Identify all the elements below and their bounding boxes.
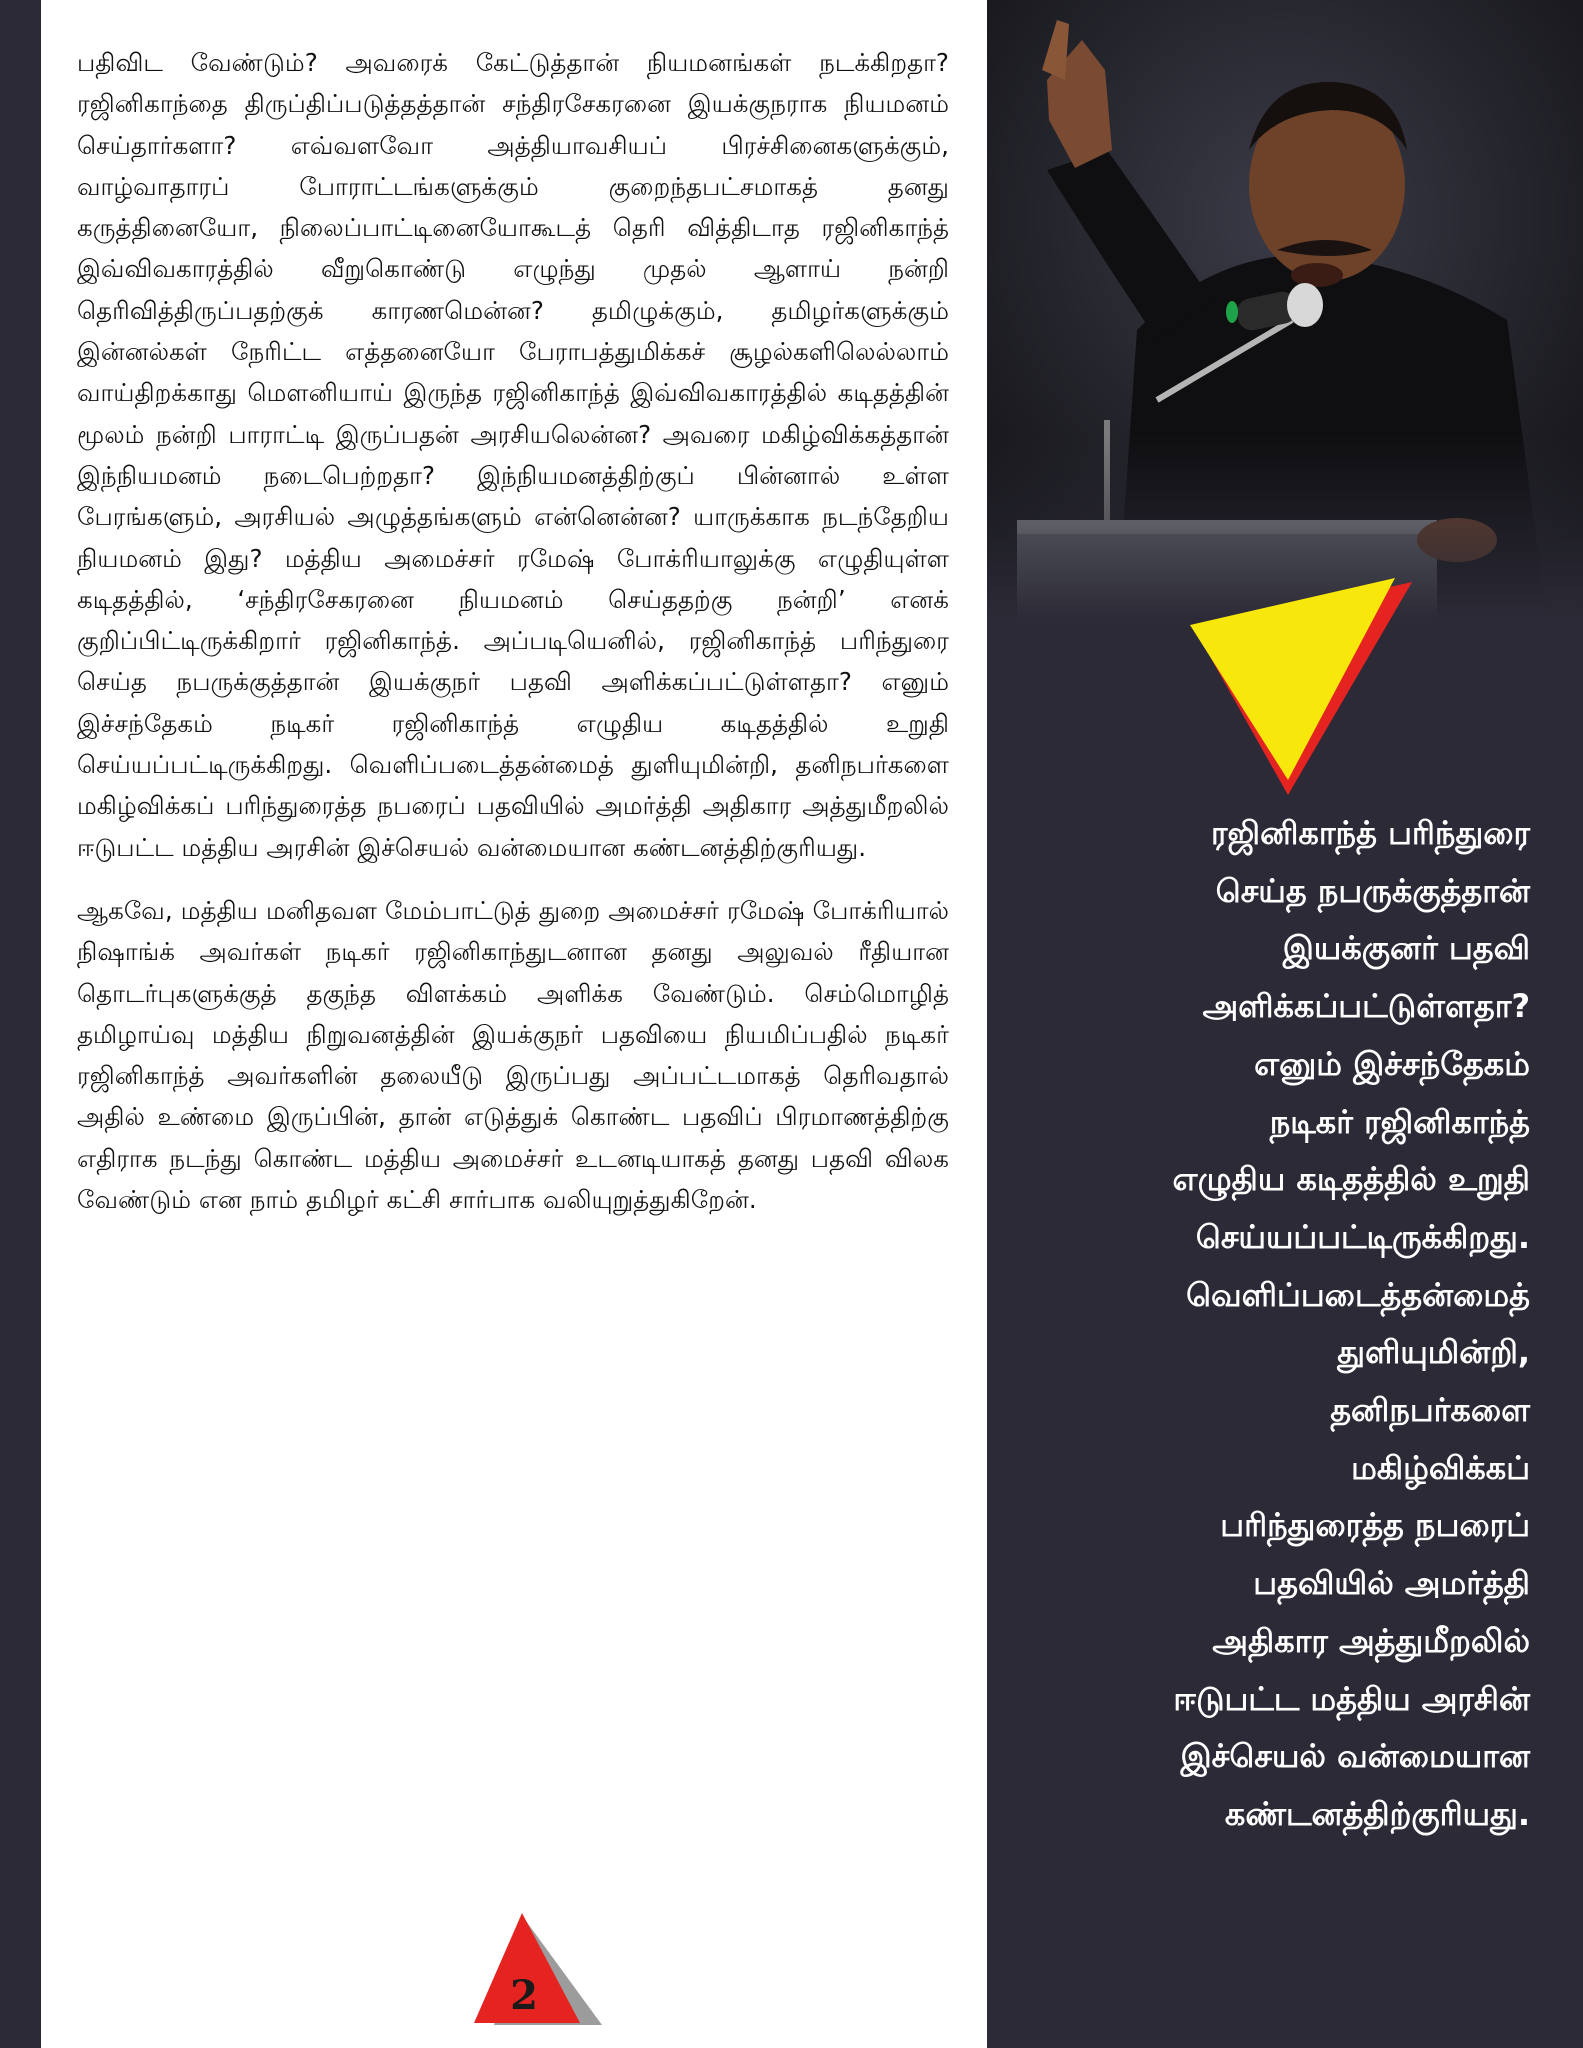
pull-quote-line: மகிழ்விக்கப் — [1351, 1448, 1530, 1487]
pull-quote-line: துளியுமின்றி, — [1337, 1333, 1530, 1372]
pull-quote-line: பரிந்துரைத்த நபரைப் — [1220, 1506, 1530, 1545]
pull-quote-line: கண்டனத்திற்குரியது. — [1224, 1794, 1530, 1833]
triangle-icon — [1190, 560, 1440, 810]
pull-quote-line: நடிகர் ரஜினிகாந்த் — [1269, 1102, 1530, 1141]
pull-quote-line: அதிகார அத்துமீறலில் — [1212, 1621, 1530, 1660]
article-paragraph-2: ஆகவே, மத்திய மனிதவள மேம்பாட்டுத் துறை அமைச்சர் ரமேஷ் போக்ரியால் நிஷாங்க் அவர்கள் நடிகர் ரஜினிகாந்துடனான தனது அலுவல் ரீதியான தொடர்புகளுக்குத் தகுந்த விளக்கம் அளிக்க வேண்டும். செம்மொழித் தமிழாய்வு மத்திய நிறுவனத்தின் இயக்குநர் பதவியை நியமிப்பதில் நடிகர் ரஜினிகாந்த் அவர்களின் தலையீடு இருப்பது அப்பட்டமாகத் தெரிவதால் அதில் உண்மை இருப்பின், தான் எடுத்துக் கொண்ட பதவிப் பிரமாணத்திற்கு எதிராக நடந்து கொண்ட மத்திய அமைச்சர் உடனடியாகத் தனது பதவி விலக வேண்டும் என நாம் தமிழர் கட்சி சார்பாக வலியுறுத்துகிறேன். — [77, 895, 949, 1215]
pull-quote-line: எனும் இச்சந்தேகம் — [1254, 1044, 1530, 1083]
pull-quote-line: அளிக்கப்பட்டுள்ளதா? — [1202, 987, 1530, 1026]
page-number-badge — [474, 1913, 604, 2033]
pull-quote-line: செய்யப்பட்டிருக்கிறது. — [1195, 1217, 1530, 1256]
pull-quote-line: ரஜினிகாந்த் பரிந்துரை — [1211, 814, 1530, 852]
pull-quote-line: இச்செயல் வன்மையான — [1180, 1737, 1530, 1776]
pull-quote-line: எழுதிய கடிதத்தில் உறுதி — [1172, 1160, 1530, 1199]
pull-quote-line: இயக்குனர் பதவி — [1282, 929, 1530, 968]
page-number-triangle-icon — [474, 1913, 604, 2033]
speaker-photo — [987, 0, 1583, 620]
pull-quote-line: செய்த நபருக்குத்தான் — [1215, 871, 1530, 910]
pull-quote-line: பதவியில் அமர்த்தி — [1253, 1564, 1530, 1603]
article-paragraph-1: பதிவிட வேண்டும்? அவரைக் கேட்டுத்தான் நியமனங்கள் நடக்கிறதா? ரஜினிகாந்தை திருப்திப்படுத்தத்தான் சந்திரசேகரனை இயக்குநராக நியமனம் செய்தார்களா? எவ்வளவோ அத்தியாவசியப் பிரச்சினைகளுக்கும், வாழ்வாதாரப் போராட்டங்களுக்கும் குறைந்தபட்சமாகத் தனது கருத்தினையோ, நிலைப்பாட்டினையோகூடத் தெரி வித்திடாத ரஜினிகாந்த் இவ்விவகாரத்தில் வீறுகொண்டு எழுந்து முதல் ஆளாய் நன்றி தெரிவித்திருப்பதற்குக் காரணமென்ன? தமிழுக்கும், தமிழர்களுக்கும் இன்னல்கள் நேரிட்ட எத்தனையோ பேராபத்துமிக்கச் சூழல்களிலெல்லாம் வாய்திறக்காது மௌனியாய் இருந்த ரஜினிகாந்த் இவ்விவகாரத்தில் கடிதத்தின் மூலம் நன்றி பாராட்டி இருப்பதன் அரசியலென்ன? அவரை மகிழ்விக்கத்தான் இந்நியமனம் நடைபெற்றதா? இந்நியமனத்திற்குப் பின்னால் உள்ள பேரங்களும், அரசியல் அழுத்தங்களும் என்னென்ன? யாருக்காக நடந்தேறிய நியமனம் இது? மத்திய அமைச்சர் ரமேஷ் போக்ரியாலுக்கு எழுதியுள்ள கடிதத்தில், ‘சந்திரசேகரனை நியமனம் செய்ததற்கு நன்றி’ எனக் குறிப்பிட்டிருக்கிறார் ரஜினிகாந்த். அப்படியெனில், ரஜினிகாந்த் பரிந்துரை செய்த நபருக்குத்தான் இயக்குநர் பதவி அளிக்கப்பட்டுள்ளதா? எனும் இச்சந்தேகம் நடிகர் ரஜினிகாந்த் எழுதிய கடிதத்தில் உறுதி செய்யப்பட்டிருக்கிறது. வெளிப்படைத்தன்மைத் துளியுமின்றி, தனிநபர்களை மகிழ்விக்கப் பரிந்துரைத்த நபரைப் பதவியில் அமர்த்தி அதிகார அத்துமீறலில் ஈடுபட்ட மத்திய அரசின் இச்செயல் வன்மையான கண்டனத்திற்குரியது. — [77, 48, 949, 862]
decorative-triangles — [1190, 560, 1440, 810]
pull-quote-line: வெளிப்படைத்தன்மைத் — [1186, 1275, 1530, 1314]
pull-quote-line: தனிநபர்களை — [1330, 1391, 1530, 1430]
page-number: 2 — [510, 1972, 538, 2019]
pull-quote-line: ஈடுபட்ட மத்திய அரசின் — [1173, 1679, 1530, 1718]
left-margin-strip — [0, 0, 41, 2048]
article-body — [77, 42, 949, 1220]
article-page — [41, 0, 987, 2048]
pull-quote — [1010, 805, 1530, 1844]
